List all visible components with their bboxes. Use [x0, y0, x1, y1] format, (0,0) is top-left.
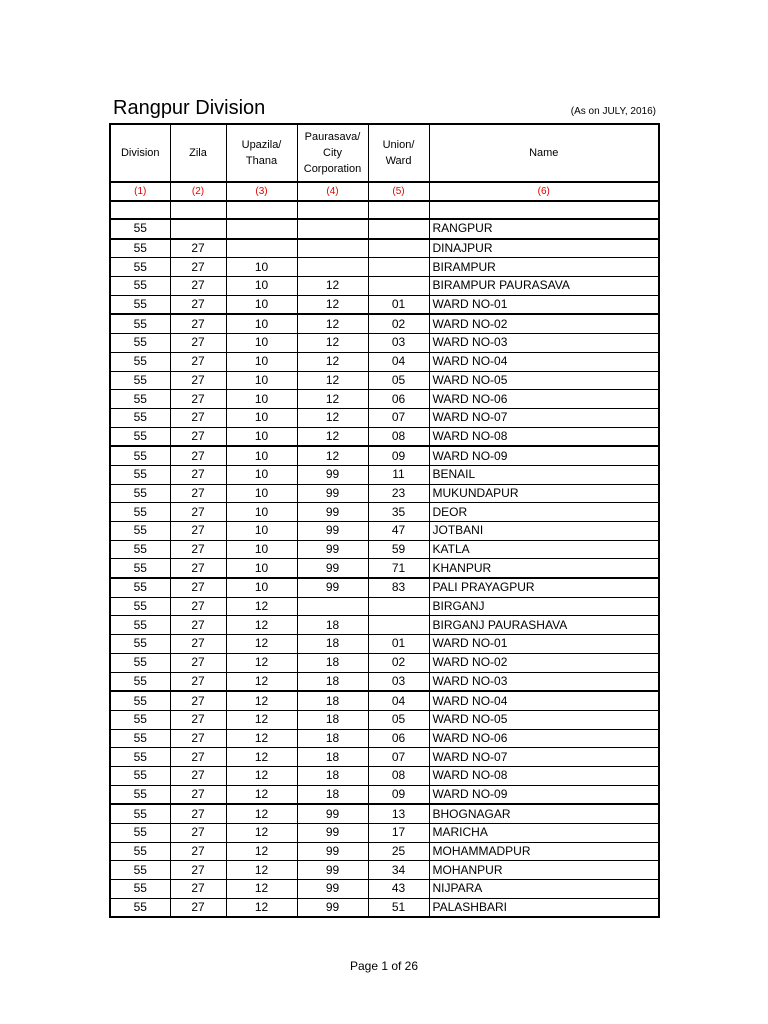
cell-upazila: 12	[226, 597, 297, 616]
cell-upazila: 12	[226, 880, 297, 899]
cell-paurasava: 12	[297, 390, 368, 409]
cell-paurasava: 99	[297, 578, 368, 597]
cell-upazila: 10	[226, 258, 297, 277]
cell-upazila: 12	[226, 766, 297, 785]
cell-zila: 27	[170, 710, 226, 729]
cell-name: DEOR	[429, 503, 659, 522]
cell-union	[368, 277, 429, 296]
table-row	[110, 691, 659, 710]
cell-zila: 27	[170, 295, 226, 314]
cell-name: WARD NO-03	[429, 334, 659, 353]
table-row	[110, 861, 659, 880]
cell-division: 55	[110, 861, 170, 880]
cell-paurasava	[297, 219, 368, 239]
cell-union: 34	[368, 861, 429, 880]
cell-division: 55	[110, 578, 170, 597]
cell-union: 08	[368, 427, 429, 446]
cell-zila: 27	[170, 672, 226, 691]
cell-paurasava: 99	[297, 559, 368, 578]
table-row	[110, 277, 659, 296]
cell-zila: 27	[170, 371, 226, 390]
cell-union: 05	[368, 710, 429, 729]
cell-zila: 27	[170, 446, 226, 465]
header-division: Division	[110, 124, 170, 182]
cell-division: 55	[110, 824, 170, 843]
cell-paurasava: 99	[297, 484, 368, 503]
cell-paurasava: 99	[297, 861, 368, 880]
cell-name: PALI PRAYAGPUR	[429, 578, 659, 597]
cell-upazila: 12	[226, 842, 297, 861]
table-row	[110, 559, 659, 578]
cell-zila: 27	[170, 334, 226, 353]
cell-zila: 27	[170, 277, 226, 296]
cell-upazila: 12	[226, 748, 297, 767]
cell-name: WARD NO-09	[429, 785, 659, 804]
cell-union: 07	[368, 748, 429, 767]
cell-upazila: 12	[226, 729, 297, 748]
cell-division: 55	[110, 484, 170, 503]
cell-division: 55	[110, 880, 170, 899]
table-row	[110, 465, 659, 484]
cell-name: JOTBANI	[429, 522, 659, 541]
cell-paurasava: 18	[297, 766, 368, 785]
cell-upazila: 10	[226, 295, 297, 314]
cell-union: 47	[368, 522, 429, 541]
column-number-row	[110, 182, 659, 201]
table-row	[110, 540, 659, 559]
column-number: (5)	[368, 182, 429, 201]
cell-zila: 27	[170, 314, 226, 333]
cell-union: 06	[368, 729, 429, 748]
table-row	[110, 785, 659, 804]
cell-division: 55	[110, 352, 170, 371]
table-row	[110, 766, 659, 785]
header-zila: Zila	[170, 124, 226, 182]
cell-division: 55	[110, 804, 170, 823]
cell-upazila: 10	[226, 352, 297, 371]
table-row	[110, 522, 659, 541]
cell-union	[368, 219, 429, 239]
cell-zila: 27	[170, 578, 226, 597]
cell-union: 83	[368, 578, 429, 597]
cell-zila: 27	[170, 691, 226, 710]
cell-name: NIJPARA	[429, 880, 659, 899]
cell-division: 55	[110, 258, 170, 277]
cell-union: 01	[368, 295, 429, 314]
table-row	[110, 824, 659, 843]
cell-union: 05	[368, 371, 429, 390]
header-row	[110, 124, 659, 182]
cell-upazila: 12	[226, 824, 297, 843]
cell-paurasava: 18	[297, 691, 368, 710]
cell-name: PALASHBARI	[429, 898, 659, 917]
cell-union	[368, 239, 429, 258]
cell-upazila: 10	[226, 390, 297, 409]
cell-name: BIRAMPUR PAURASAVA	[429, 277, 659, 296]
cell-division: 55	[110, 616, 170, 635]
cell-name: WARD NO-09	[429, 446, 659, 465]
cell-name: WARD NO-07	[429, 408, 659, 427]
cell-zila	[170, 219, 226, 239]
cell-upazila: 10	[226, 371, 297, 390]
table-row	[110, 748, 659, 767]
cell-division: 55	[110, 710, 170, 729]
table-row	[110, 371, 659, 390]
cell-zila: 27	[170, 503, 226, 522]
table-row	[110, 427, 659, 446]
cell-name: BENAIL	[429, 465, 659, 484]
cell-zila: 27	[170, 408, 226, 427]
cell-division: 55	[110, 334, 170, 353]
cell-upazila	[226, 239, 297, 258]
cell-division: 55	[110, 446, 170, 465]
table-body	[110, 219, 659, 917]
cell-union: 01	[368, 635, 429, 654]
cell-union: 04	[368, 691, 429, 710]
cell-division: 55	[110, 239, 170, 258]
cell-name: BHOGNAGAR	[429, 804, 659, 823]
cell-paurasava: 99	[297, 804, 368, 823]
cell-name: DINAJPUR	[429, 239, 659, 258]
cell-paurasava: 12	[297, 371, 368, 390]
cell-union: 51	[368, 898, 429, 917]
cell-paurasava: 18	[297, 672, 368, 691]
cell-name: BIRGANJ	[429, 597, 659, 616]
cell-paurasava: 12	[297, 446, 368, 465]
cell-zila: 27	[170, 239, 226, 258]
cell-zila: 27	[170, 785, 226, 804]
cell-zila: 27	[170, 352, 226, 371]
cell-paurasava	[297, 258, 368, 277]
table-row	[110, 880, 659, 899]
cell-division: 55	[110, 371, 170, 390]
cell-upazila: 10	[226, 277, 297, 296]
cell-zila: 27	[170, 484, 226, 503]
column-number: (1)	[110, 182, 170, 201]
table-row	[110, 408, 659, 427]
table-row	[110, 672, 659, 691]
cell-name: WARD NO-01	[429, 295, 659, 314]
table-row	[110, 729, 659, 748]
cell-zila: 27	[170, 653, 226, 672]
table-row	[110, 219, 659, 239]
cell-paurasava: 18	[297, 635, 368, 654]
cell-name: WARD NO-02	[429, 314, 659, 333]
cell-zila: 27	[170, 616, 226, 635]
table-row	[110, 635, 659, 654]
cell-division: 55	[110, 540, 170, 559]
cell-division: 55	[110, 748, 170, 767]
cell-name: BIRAMPUR	[429, 258, 659, 277]
table-row	[110, 390, 659, 409]
column-number: (3)	[226, 182, 297, 201]
table-row	[110, 239, 659, 258]
table-row	[110, 653, 659, 672]
cell-paurasava: 12	[297, 334, 368, 353]
cell-union: 35	[368, 503, 429, 522]
cell-zila: 27	[170, 522, 226, 541]
cell-upazila: 10	[226, 503, 297, 522]
cell-paurasava: 99	[297, 503, 368, 522]
cell-upazila: 10	[226, 540, 297, 559]
cell-union: 08	[368, 766, 429, 785]
cell-union	[368, 616, 429, 635]
cell-zila: 27	[170, 804, 226, 823]
cell-name: KHANPUR	[429, 559, 659, 578]
cell-union	[368, 597, 429, 616]
cell-division: 55	[110, 219, 170, 239]
cell-upazila: 10	[226, 578, 297, 597]
cell-division: 55	[110, 277, 170, 296]
cell-paurasava: 12	[297, 277, 368, 296]
cell-zila: 27	[170, 824, 226, 843]
cell-zila: 27	[170, 861, 226, 880]
cell-union: 43	[368, 880, 429, 899]
cell-paurasava: 18	[297, 653, 368, 672]
cell-name: MARICHA	[429, 824, 659, 843]
cell-union: 11	[368, 465, 429, 484]
cell-paurasava: 12	[297, 408, 368, 427]
cell-name: WARD NO-03	[429, 672, 659, 691]
cell-union: 02	[368, 653, 429, 672]
cell-paurasava: 12	[297, 314, 368, 333]
cell-upazila: 12	[226, 785, 297, 804]
cell-paurasava: 18	[297, 729, 368, 748]
cell-name: WARD NO-05	[429, 371, 659, 390]
cell-division: 55	[110, 766, 170, 785]
cell-upazila: 12	[226, 710, 297, 729]
cell-name: KATLA	[429, 540, 659, 559]
cell-zila: 27	[170, 766, 226, 785]
table-row	[110, 503, 659, 522]
cell-union: 09	[368, 785, 429, 804]
cell-union: 59	[368, 540, 429, 559]
cell-division: 55	[110, 898, 170, 917]
cell-zila: 27	[170, 729, 226, 748]
cell-upazila: 10	[226, 427, 297, 446]
cell-zila: 27	[170, 390, 226, 409]
cell-name: MOHAMMADPUR	[429, 842, 659, 861]
cell-division: 55	[110, 559, 170, 578]
cell-division: 55	[110, 390, 170, 409]
cell-union: 71	[368, 559, 429, 578]
table-row	[110, 314, 659, 333]
cell-division: 55	[110, 785, 170, 804]
cell-division: 55	[110, 729, 170, 748]
cell-name: WARD NO-07	[429, 748, 659, 767]
table-row	[110, 597, 659, 616]
cell-union: 03	[368, 672, 429, 691]
cell-upazila: 12	[226, 635, 297, 654]
cell-paurasava: 18	[297, 785, 368, 804]
cell-name: WARD NO-05	[429, 710, 659, 729]
cell-division: 55	[110, 672, 170, 691]
cell-division: 55	[110, 522, 170, 541]
cell-paurasava: 99	[297, 465, 368, 484]
cell-division: 55	[110, 314, 170, 333]
cell-paurasava: 12	[297, 352, 368, 371]
cell-zila: 27	[170, 898, 226, 917]
column-number: (4)	[297, 182, 368, 201]
cell-division: 55	[110, 427, 170, 446]
cell-zila: 27	[170, 748, 226, 767]
table-row	[110, 842, 659, 861]
cell-division: 55	[110, 597, 170, 616]
table-row	[110, 484, 659, 503]
cell-union: 23	[368, 484, 429, 503]
cell-union: 13	[368, 804, 429, 823]
cell-paurasava: 99	[297, 898, 368, 917]
cell-zila: 27	[170, 635, 226, 654]
cell-name: WARD NO-01	[429, 635, 659, 654]
cell-upazila: 12	[226, 672, 297, 691]
cell-union: 17	[368, 824, 429, 843]
cell-paurasava: 12	[297, 295, 368, 314]
cell-name: RANGPUR	[429, 219, 659, 239]
cell-union: 07	[368, 408, 429, 427]
cell-paurasava	[297, 597, 368, 616]
cell-zila: 27	[170, 842, 226, 861]
cell-paurasava: 18	[297, 710, 368, 729]
cell-division: 55	[110, 295, 170, 314]
cell-paurasava: 18	[297, 616, 368, 635]
cell-zila: 27	[170, 427, 226, 446]
cell-union	[368, 258, 429, 277]
cell-upazila	[226, 219, 297, 239]
cell-union: 06	[368, 390, 429, 409]
cell-upazila: 10	[226, 446, 297, 465]
cell-upazila: 10	[226, 559, 297, 578]
cell-zila: 27	[170, 465, 226, 484]
cell-paurasava: 12	[297, 427, 368, 446]
table-row	[110, 334, 659, 353]
table-row	[110, 710, 659, 729]
cell-upazila: 10	[226, 484, 297, 503]
cell-division: 55	[110, 465, 170, 484]
cell-division: 55	[110, 842, 170, 861]
table-row	[110, 446, 659, 465]
cell-name: WARD NO-02	[429, 653, 659, 672]
cell-upazila: 12	[226, 616, 297, 635]
cell-union: 09	[368, 446, 429, 465]
cell-upazila: 12	[226, 861, 297, 880]
cell-name: WARD NO-04	[429, 352, 659, 371]
header-upazila: Upazila/ Thana	[226, 124, 297, 182]
cell-upazila: 12	[226, 804, 297, 823]
cell-union: 02	[368, 314, 429, 333]
cell-union: 03	[368, 334, 429, 353]
table-row	[110, 258, 659, 277]
table-row	[110, 616, 659, 635]
cell-upazila: 10	[226, 522, 297, 541]
cell-union: 04	[368, 352, 429, 371]
header-paurasava: Paurasava/ City Corporation	[297, 124, 368, 182]
cell-upazila: 10	[226, 408, 297, 427]
cell-upazila: 10	[226, 314, 297, 333]
cell-upazila: 12	[226, 653, 297, 672]
cell-zila: 27	[170, 540, 226, 559]
cell-paurasava: 99	[297, 540, 368, 559]
cell-name: WARD NO-08	[429, 766, 659, 785]
table-row	[110, 578, 659, 597]
cell-zila: 27	[170, 597, 226, 616]
cell-division: 55	[110, 408, 170, 427]
geo-code-table	[109, 123, 660, 918]
header-name: Name	[429, 124, 659, 182]
cell-name: WARD NO-04	[429, 691, 659, 710]
cell-paurasava: 99	[297, 842, 368, 861]
cell-upazila: 12	[226, 691, 297, 710]
table-row	[110, 295, 659, 314]
cell-union: 25	[368, 842, 429, 861]
cell-name: WARD NO-08	[429, 427, 659, 446]
cell-paurasava: 99	[297, 522, 368, 541]
column-number: (6)	[429, 182, 659, 201]
cell-paurasava	[297, 239, 368, 258]
page-title: Rangpur Division	[113, 97, 266, 119]
spacer-row	[110, 201, 659, 219]
cell-paurasava: 99	[297, 880, 368, 899]
cell-paurasava: 99	[297, 824, 368, 843]
cell-upazila: 10	[226, 334, 297, 353]
header-union: Union/ Ward	[368, 124, 429, 182]
cell-name: MUKUNDAPUR	[429, 484, 659, 503]
table-row	[110, 804, 659, 823]
cell-paurasava: 18	[297, 748, 368, 767]
cell-name: BIRGANJ PAURASHAVA	[429, 616, 659, 635]
cell-zila: 27	[170, 880, 226, 899]
cell-zila: 27	[170, 559, 226, 578]
as-on-date: (As on JULY, 2016)	[570, 106, 656, 117]
cell-name: MOHANPUR	[429, 861, 659, 880]
cell-zila: 27	[170, 258, 226, 277]
table-row	[110, 352, 659, 371]
column-number: (2)	[170, 182, 226, 201]
cell-division: 55	[110, 503, 170, 522]
cell-upazila: 12	[226, 898, 297, 917]
page-number: Page 1 of 26	[349, 959, 419, 973]
cell-division: 55	[110, 635, 170, 654]
cell-division: 55	[110, 653, 170, 672]
cell-division: 55	[110, 691, 170, 710]
cell-name: WARD NO-06	[429, 390, 659, 409]
cell-name: WARD NO-06	[429, 729, 659, 748]
cell-upazila: 10	[226, 465, 297, 484]
table-row	[110, 898, 659, 917]
